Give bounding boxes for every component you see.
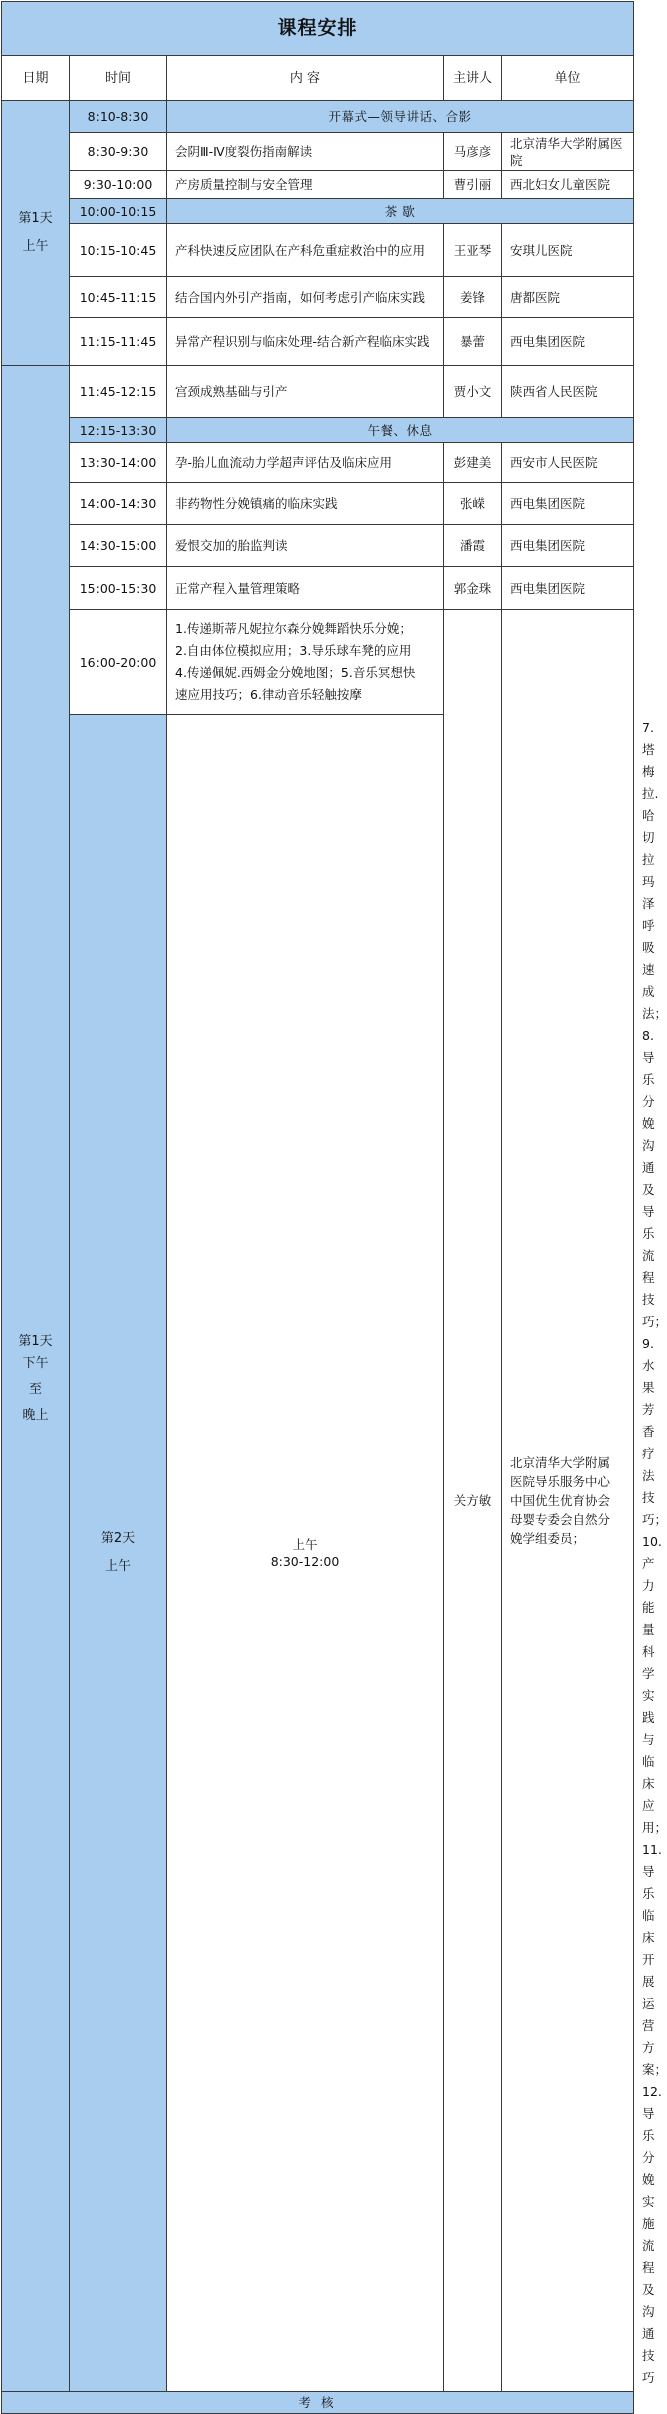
speaker-cell: 贾小文: [444, 366, 502, 418]
content-cell: 产科快速反应团队在产科危重症救治中的应用: [167, 224, 444, 277]
header-unit: 单位: [502, 56, 634, 101]
content-cell: 会阴Ⅲ-Ⅳ度裂伤指南解读: [167, 133, 444, 171]
speaker-cell: 王亚琴: [444, 224, 502, 277]
time-cell: 9:30-10:00: [70, 171, 167, 199]
header-row: [2, 56, 634, 101]
content-cell: 宫颈成熟基础与引产: [167, 366, 444, 418]
page-title: 课程安排: [2, 2, 634, 56]
unit-cell: 西电集团医院: [502, 567, 634, 610]
time-cell: 15:00-15:30: [70, 567, 167, 610]
time-cell: 11:45-12:15: [70, 366, 167, 418]
time-cell: 10:15-10:45: [70, 224, 167, 277]
content-cell: 茶 歇: [167, 199, 634, 224]
period-label: 上午: [22, 239, 49, 254]
time-line: 8:30-12:00: [270, 1554, 340, 1569]
table-row: [2, 277, 634, 318]
table-row: [2, 610, 634, 715]
header-speaker: 主讲人: [444, 56, 502, 101]
unit-cell: 西安市人民医院: [502, 443, 634, 483]
time-cell: 13:30-14:00: [70, 443, 167, 483]
unit-cell: 陕西省人民医院: [502, 366, 634, 418]
period-label: 至: [28, 1381, 42, 1397]
speaker-cell: 曹引丽: [444, 171, 502, 199]
table-row: [2, 318, 634, 366]
schedule-table: [1, 1, 667, 2414]
unit-cell: [502, 610, 634, 2392]
content-cell: 正常产程入量管理策略: [167, 567, 444, 610]
table-row: [2, 525, 634, 567]
day-label: 第1天: [18, 1333, 53, 1349]
content-cell: 开幕式—领导讲话、合影: [167, 101, 634, 133]
unit-cell: 安琪儿医院: [502, 224, 634, 277]
header-date: 日期: [2, 56, 70, 101]
speaker-cell: 姜锋: [444, 277, 502, 318]
table-row: [2, 443, 634, 483]
speaker-cell: 马彦彦: [444, 133, 502, 171]
time-cell: 16:00-20:00: [70, 610, 167, 715]
content-line: 4.传递佩妮.西姆金分娩地图；5.音乐冥想快: [175, 665, 416, 680]
day-label: 第2天: [100, 1531, 136, 1546]
content-line: 2.自由体位模拟应用；3.导乐球车凳的应用: [175, 643, 412, 658]
table-row: [2, 366, 634, 418]
speaker-cell: 暴蕾: [444, 318, 502, 366]
period-label: 上午: [104, 1559, 131, 1574]
unit-cell: 西电集团医院: [502, 318, 634, 366]
content-cell: 午餐、休息: [167, 418, 634, 443]
unit-line: 娩学组委员；: [510, 1531, 586, 1546]
content-cell: 孕-胎儿血流动力学超声评估及临床应用: [167, 443, 444, 483]
period-label: 晚上: [22, 1407, 49, 1423]
time-cell: 8:10-8:30: [70, 101, 167, 133]
day-label: 第1天: [18, 211, 53, 226]
table-row: [2, 171, 634, 199]
content-cell: 爱恨交加的胎监判读: [167, 525, 444, 567]
unit-line: 医院导乐服务中心: [510, 1474, 611, 1489]
table-row: [2, 567, 634, 610]
time-cell: 14:30-15:00: [70, 525, 167, 567]
table-row: 第2天 上午 上午 8:30-12:00 7.塔梅拉.哈切拉玛泽呼吸速成法；8.导乐分 娩沟通及导乐流程技巧；9.水果芳香疗法技 巧；10.产力能量科学实践与临床应用；11. 导乐临床开展运营方案；12.导乐分娩实施 流程及沟通技巧: [2, 715, 634, 2392]
time-cell: 10:00-10:15: [70, 199, 167, 224]
day-cell-day1-afternoon: [2, 366, 70, 2392]
content-cell: 结合国内外引产指南，如何考虑引产临床实践: [167, 277, 444, 318]
time-cell: 12:15-13:30: [70, 418, 167, 443]
header-content: 内 容: [167, 56, 444, 101]
unit-line: 中国优生优育协会: [510, 1493, 611, 1508]
speaker-cell: 郭金珠: [444, 567, 502, 610]
content-cell: 异常产程识别与临床处理-结合新产程临床实践: [167, 318, 444, 366]
content-cell: 产房质量控制与安全管理: [167, 171, 444, 199]
footer-assessment: 考 核: [2, 2392, 634, 2414]
period-label: 下午: [22, 1355, 49, 1371]
time-cell: 8:30-9:30: [70, 133, 167, 171]
unit-line: 北京清华大学附属: [510, 1455, 611, 1470]
speaker-cell: 张嵘: [444, 483, 502, 525]
unit-cell: 西北妇女儿童医院: [502, 171, 634, 199]
time-cell: 14:00-14:30: [70, 483, 167, 525]
content-cell: 非药物性分娩镇痛的临床实践: [167, 483, 444, 525]
unit-cell: 唐都医院: [502, 277, 634, 318]
day-cell-day1-morning: [2, 101, 70, 366]
unit-cell: 北京清华大学附属医院: [502, 133, 634, 171]
speaker-cell: 彭建美: [444, 443, 502, 483]
table-row: [2, 133, 634, 171]
speaker-cell: 关方敏: [444, 610, 502, 2392]
table-row: [2, 483, 634, 525]
day-cell-day2-morning: [70, 715, 167, 2392]
unit-line: 母婴专委会自然分: [510, 1512, 611, 1527]
table-row: [2, 224, 634, 277]
table-row: [2, 101, 634, 133]
header-time: 时间: [70, 56, 167, 101]
content-line: 1.传递斯蒂凡妮拉尔森分娩舞蹈快乐分娩；: [175, 621, 412, 636]
content-cell: [167, 610, 444, 715]
time-cell: [167, 715, 444, 2392]
speaker-cell: 潘霞: [444, 525, 502, 567]
unit-cell: 西电集团医院: [502, 483, 634, 525]
table-row: [2, 199, 634, 224]
footer-row: [2, 2392, 634, 2414]
table-row: [2, 418, 634, 443]
unit-cell: 西电集团医院: [502, 525, 634, 567]
time-line: 上午: [292, 1537, 318, 1552]
time-cell: 11:15-11:45: [70, 318, 167, 366]
time-cell: 10:45-11:15: [70, 277, 167, 318]
content-line: 速应用技巧；6.律动音乐轻触按摩: [175, 687, 362, 702]
